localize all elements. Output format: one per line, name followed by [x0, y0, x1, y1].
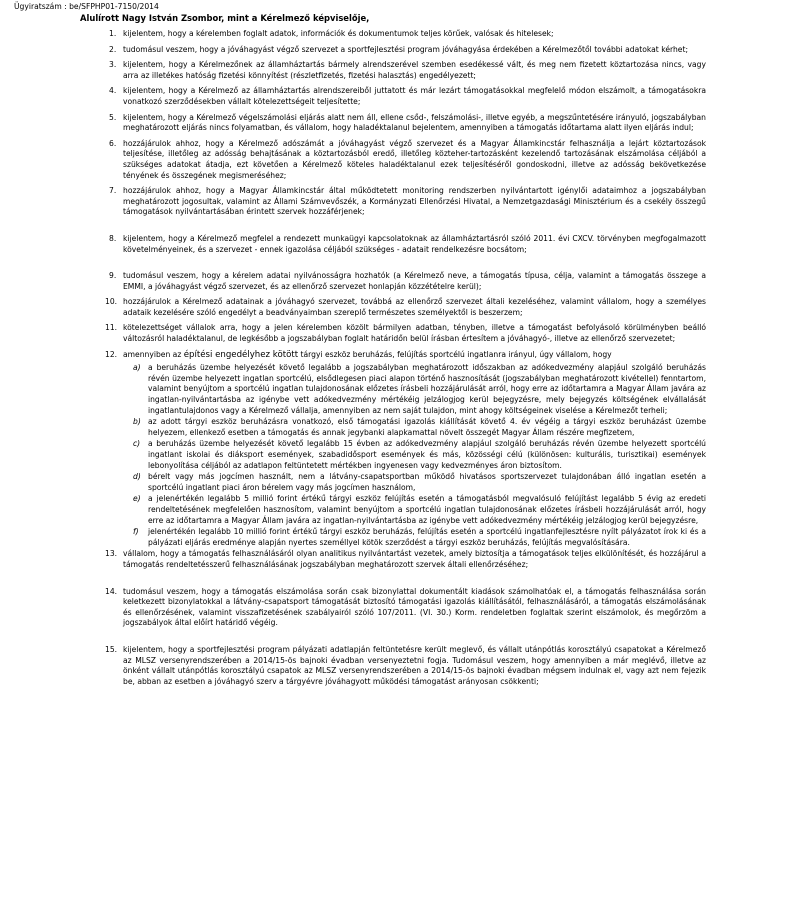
item-text: tudomásul veszem, hogy a támogatás elszámolása során csak bizonylattal dokumentált kiadások számolhatóak el, a támogatás felhasználása során keletkezett bizonylatokkal a látvány-csapatsport támogatását biztosító támogatási igazolás kiállításától, felhasználásáról, a támogatás elszámolásának és ellenőrzésének, valamint visszafizetésének szabályairól szóló 107/2011. (VI. 30.) Korm. rendeletben foglaltak szerint elszámolok, és megőrzöm a jogszabályok által előírt határidő végéig.: [123, 586, 706, 628]
item-text: kijelentem, hogy a Kérelmező végelszámolási eljárás alatt nem áll, ellene csőd-, felszámolási-, illetve egyéb, a megszűntetésére irányuló, jogszabályban meghatározott eljárás nincs folyamatban, és vállalom, hogy haladéktalanul bejelentem, amennyiben a támogatás időtartama alatt ilyen eljárás indul;: [123, 112, 706, 133]
sub-item-text: a beruházás üzembe helyezését követő legalább a jogszabályban meghatározott időszakban az adókedvezmény alapjául szolgáló beruházás révén üzembe helyezett ingatlan sportcélú, elsődlegesen piaci alapon történő hasznosítását (jogszabályban meghatározott kivétellel) fenntartom, valamint benyújtom a sportcélú ingatlan tulajdonosának előzetes írásbeli hozzájárulását arról, hogy erre az időtartamra a Magyar Állam javára az ingatlan-nyilvántartásba az igénybe vett adókedvezmény mértékéig jelzálogjog kerül bejegyzésre, mely bejegyzés költségének elvállalását ingatlantulajdonos vagy a Kérelmező vállalja, amennyiben az nem saját tulajdon, mint ahogy költségeinek viselése a Kérelmezőt terheli;: [148, 363, 706, 415]
list-item: [105, 549, 706, 570]
item-number: 6.: [109, 138, 117, 148]
sub-item-label: d): [133, 472, 141, 482]
list-item: [109, 86, 706, 107]
item-number: 9.: [109, 271, 117, 281]
list-item: [109, 186, 706, 218]
sub-item-label: c): [133, 439, 141, 449]
item-text: tárgyi eszköz beruházás, felújítás sportcélú ingatlanra irányul, úgy vállalom, hogy: [298, 349, 612, 359]
sub-item-text: jelenértékén legalább 10 millió forint értékű tárgyi eszköz beruházás, felújítás esetén a sportcélú ingatlanfejlesztésre nyílt pályázatot írok ki és a pályázati eljárás eredménye alapján nyertes személlyel kötök szerződést a tárgyi eszköz beruházás, felújítás megvalósítására.: [148, 527, 706, 547]
sub-item-text: a jelenértékén legalább 5 millió forint értékű tárgyi eszköz felújítás esetén a támogatásból megvalósuló felújítást legalább 5 évig az eredeti rendeltetésének megfelelően hasznosítom, valamint benyújtom a sportcélú ingatlan tulajdonosának előzetes írásbeli hozzájárulását arról, hogy erre az időtartamra a Magyar Állam javára az ingatlan-nyilvántartásba az igénybe vett adókedvezmény mértékéig jelzálogjog kerül bejegyzésre,: [148, 494, 706, 525]
item-text: amennyiben az: [123, 349, 184, 359]
sub-item-label: e): [133, 494, 141, 504]
item-number: 3.: [109, 60, 117, 70]
list-item: [105, 323, 706, 344]
list-item: [109, 60, 706, 81]
item-number: 10.: [105, 297, 118, 307]
item-number: 12.: [105, 349, 118, 359]
item-text: kijelentem, hogy a kérelemben foglalt adatok, információk és dokumentumok teljes körűek, valósak és hitelesek;: [123, 29, 554, 38]
item-number: 7.: [109, 186, 117, 196]
item-text: kijelentem, hogy a Kérelmezőnek az államháztartás bármely alrendszerével szemben esedékessé vált, és meg nem fizetett köztartozása nincs, vagy arra az illetékes hatóság fizetési könnyítést (részletfizetés, fizetési halasztás) engedélyezett;: [123, 60, 706, 80]
list-item: [109, 139, 706, 181]
sub-item: [133, 417, 706, 438]
item-number: 5.: [109, 112, 117, 122]
item-text: vállalom, hogy a támogatás felhasználásáról olyan analitikus nyilvántartást vezetek, amely biztosítja a támogatások teljes elkülönítését, és hozzájárul a támogatás rendeltetésszerű felhasználásának jogszabályban meghatározott szervek általi ellenőrzéséhez;: [123, 549, 706, 569]
item-number: 2.: [109, 44, 117, 54]
sub-item: [133, 494, 706, 526]
case-number: Ügyiratszám : be/SFPHP01-7150/2014: [14, 2, 159, 11]
sub-item: [133, 363, 706, 416]
item-number: 15.: [105, 644, 118, 654]
item-text: hozzájárulok ahhoz, hogy a Magyar Államkincstár által működtetett monitoring rendszerben nyilvántartott igénylői adataimhoz a jogszabályban meghatározott jogosultak, valamint az Állami Számvevőszék, a Kormányzati Ellenőrzési Hivatal, a Nemzetgazdasági Minisztérium és a csekély összegű támogatások nyilvántartásában érintett szervek hozzáférjenek;: [123, 186, 706, 217]
list-item: [109, 113, 706, 134]
item-text-emphasis: építési engedélyhez kötött: [183, 349, 299, 360]
sub-item: [133, 472, 706, 493]
list-item: [109, 29, 706, 40]
item-text: tudomásul veszem, hogy a kérelem adatai nyilvánosságra hozhatók (a Kérelmező neve, a támogatás típusa, célja, valamint a támogatás összege a EMMI, a jóváhagyást végző szervezet, és az ellenőrző szervezet honlapján közzétételre kerül);: [123, 271, 706, 291]
sub-item: [133, 527, 706, 548]
item-number: 11.: [105, 323, 118, 333]
item-number: 14.: [105, 586, 118, 596]
item-text: kijelentem, hogy a Kérelmező az államháztartás alrendszereiből juttatott és már lezárt támogatásokkal megfelelő módon elszámolt, a támogatásokra vonatkozó szerződésekben vállalt kötelezettségeit teljesítette;: [123, 86, 706, 106]
item-text: tudomásul veszem, hogy a jóváhagyást végző szervezet a sportfejlesztési program jóváhagyása érdekében a Kérelmezőtől további adatokat kérhet;: [123, 44, 689, 54]
list-item: [109, 271, 706, 292]
sub-item-text: bérelt vagy más jogcímen használt, nem a látvány-csapatsportban működő hivatásos sportszervezet tulajdonában álló ingatlan esetén a sportcélú ingatlant piaci áron bérelem vagy más jogcímen használom,: [148, 472, 706, 492]
item-number: 13.: [105, 549, 118, 559]
item-text: hozzájárulok ahhoz, hogy a Kérelmező adószámát a jóváhagyást végző szervezet és a Magyar Államkincstár felhasználja a lejárt köztartozások teljesítése, illetőleg az adósság behajtásának a köztartozásból eredő, illetőleg közteher-tartozásként kezelendő tartozásának elszámolása céljából a szükséges adatokat átadja, ezt követően a Kérelmező köteles haladéktalanul ezek teljesítéséről gondoskodni, illetve az adósság bekövetkezése tényének és összegének megismeréséhez;: [123, 138, 706, 180]
sub-item-label: b): [133, 417, 141, 427]
sub-item-label: a): [133, 363, 141, 373]
intro-statement: Alulírott Nagy István Zsombor, mint a Kérelmező képviselője,: [80, 13, 370, 23]
sub-item-text: az adott tárgyi eszköz beruházásra vonatkozó, első támogatási igazolás kiállítását követő 4. év végéig a tárgyi eszköz beruházást üzembe helyezem, ellenkező esetben a támogatás és annak jegybanki alapkamattal növelt összegét Magyar Állam részére megfizetem,: [148, 417, 706, 437]
sub-item-text: a beruházás üzembe helyezését követő legalább 15 évben az adókedvezmény alapjául szolgáló beruházás révén üzembe helyezett sportcélú ingatlant iskolai és diáksport események, szabadidősport események és más, közösségi célú (különösen: kulturális, turisztikai) események lebonyolítása céljából az adatlapon feltüntetett mértékben ingyenesen vagy kedvezményes áron biztosítom.: [148, 439, 706, 470]
list-item: [105, 297, 706, 318]
item-number: 4.: [109, 86, 117, 96]
declaration-list: [105, 29, 706, 687]
list-item: [105, 349, 706, 361]
list-item: [109, 234, 706, 255]
item-text: kötelezettséget vállalok arra, hogy a jelen kérelemben közölt bármilyen adatban, tényben, illetve a támogatást befolyásoló körülményben beálló változásról haladéktalanul, de legkésőbb a jogszabályban foglalt határidőn belül írásban értesítem a jóváhagyó-, illetve az ellenőrző szervezetet;: [123, 323, 706, 344]
sub-item: [133, 439, 706, 471]
list-item: [109, 45, 706, 56]
item-number: 8.: [109, 233, 117, 243]
item-text: hozzájárulok a Kérelmező adatainak a jóváhagyó szervezet, továbbá az ellenőrző szervezet általi kezeléséhez, valamint vállalom, hogy a személyes adataik kezelésére szóló engedélyt a beadványaimban szereplő természetes személyektől is beszerzem;: [123, 297, 706, 317]
sub-item-label: f): [133, 527, 139, 537]
list-item: [105, 586, 706, 629]
sub-item-list: [133, 363, 706, 548]
item-text: kijelentem, hogy a sportfejlesztési program pályázati adatlapján feltüntetésre került meglevő, és vállalt utánpótlás korosztályú csapatokat a Kérelmező az MLSZ versenyrendszerében a 2014/15-ös bajnoki évadban versenyeztetni fogja. Tudomásul veszem, hogy amennyiben a már meglévő, illetve az önként vállalt utánpótlás korosztályú csapatok az MLSZ versenyrendszerében a 2014/15-ös bajnoki évadban mégsem indulnak el, vagy azt nem fejezik be, abban az esetben a jóváhagyó szerv a tárgyévre jóváhagyott működési támogatást arányosan csökkenti;: [123, 644, 706, 686]
list-item: [105, 644, 706, 687]
item-text: kijelentem, hogy a Kérelmező megfelel a rendezett munkaügyi kapcsolatoknak az államháztartásról szóló 2011. évi CXCV. törvényben megfogalmazott követelményeinek, és a szervezet - ennek igazolása céljából szükséges - adatait rendelkezésre bocsátom;: [123, 233, 706, 254]
item-number: 1.: [109, 29, 117, 38]
